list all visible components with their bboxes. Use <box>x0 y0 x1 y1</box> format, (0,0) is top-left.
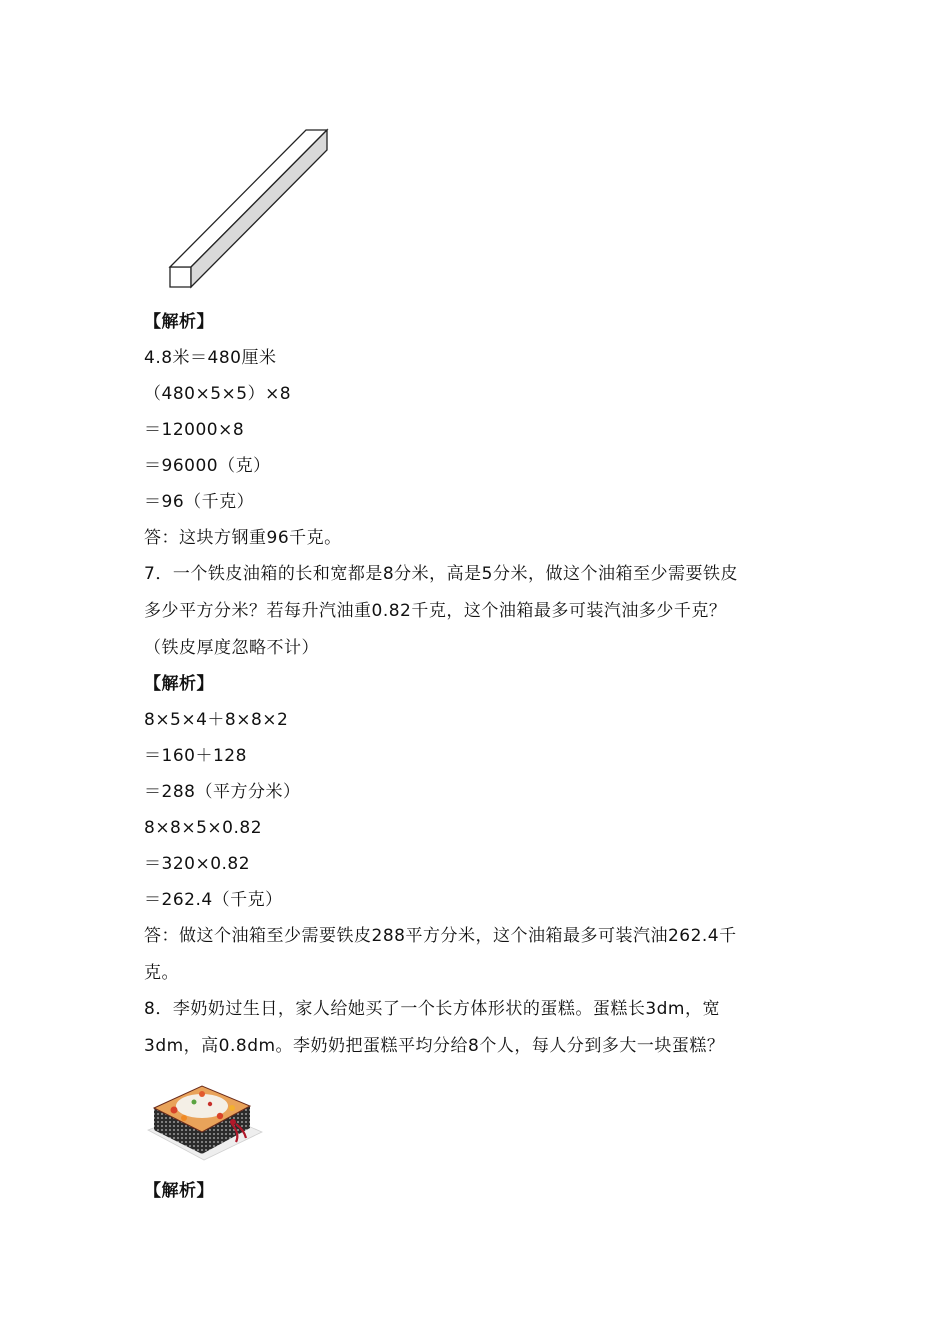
question-7-line-2: 多少平方分米？若每升汽油重0.82千克，这个油箱最多可装汽油多少千克？ <box>144 601 727 621</box>
question-8-line-1: 8．李奶奶过生日，家人给她买了一个长方体形状的蛋糕。蛋糕长3dm，宽 <box>144 999 720 1019</box>
steel-bar-figure <box>160 120 340 295</box>
solution-line: ＝96（千克） <box>144 492 255 512</box>
solution-line: ＝320×0.82 <box>144 854 251 874</box>
solution-line: ＝12000×8 <box>144 420 245 440</box>
question-7-line-1: 7．一个铁皮油箱的长和宽都是8分米，高是5分米，做这个油箱至少需要铁皮 <box>144 564 738 584</box>
answer-line: 克。 <box>144 963 179 983</box>
answer-line: 答：做这个油箱至少需要铁皮288平方分米，这个油箱最多可装汽油262.4千 <box>144 926 737 946</box>
solution-line: ＝160＋128 <box>144 746 247 766</box>
solution-line: ＝262.4（千克） <box>144 890 283 910</box>
solution-line: （480×5×5）×8 <box>144 384 292 404</box>
question-7-line-3: （铁皮厚度忽略不计） <box>144 638 319 658</box>
analysis-heading-2: 【解析】 <box>144 674 214 694</box>
solution-line: 8×5×4＋8×8×2 <box>144 710 289 730</box>
solution-line: ＝288（平方分米） <box>144 782 301 802</box>
cake-image <box>144 1072 264 1167</box>
analysis-heading-1: 【解析】 <box>144 312 214 332</box>
analysis-heading-3: 【解析】 <box>144 1181 214 1201</box>
solution-line: ＝96000（克） <box>144 456 271 476</box>
question-8-line-2: 3dm，高0.8dm。李奶奶把蛋糕平均分给8个人，每人分到多大一块蛋糕？ <box>144 1036 725 1056</box>
solution-line: 8×8×5×0.82 <box>144 818 263 838</box>
answer-line: 答：这块方钢重96千克。 <box>144 528 342 548</box>
solution-line: 4.8米＝480厘米 <box>144 348 277 368</box>
